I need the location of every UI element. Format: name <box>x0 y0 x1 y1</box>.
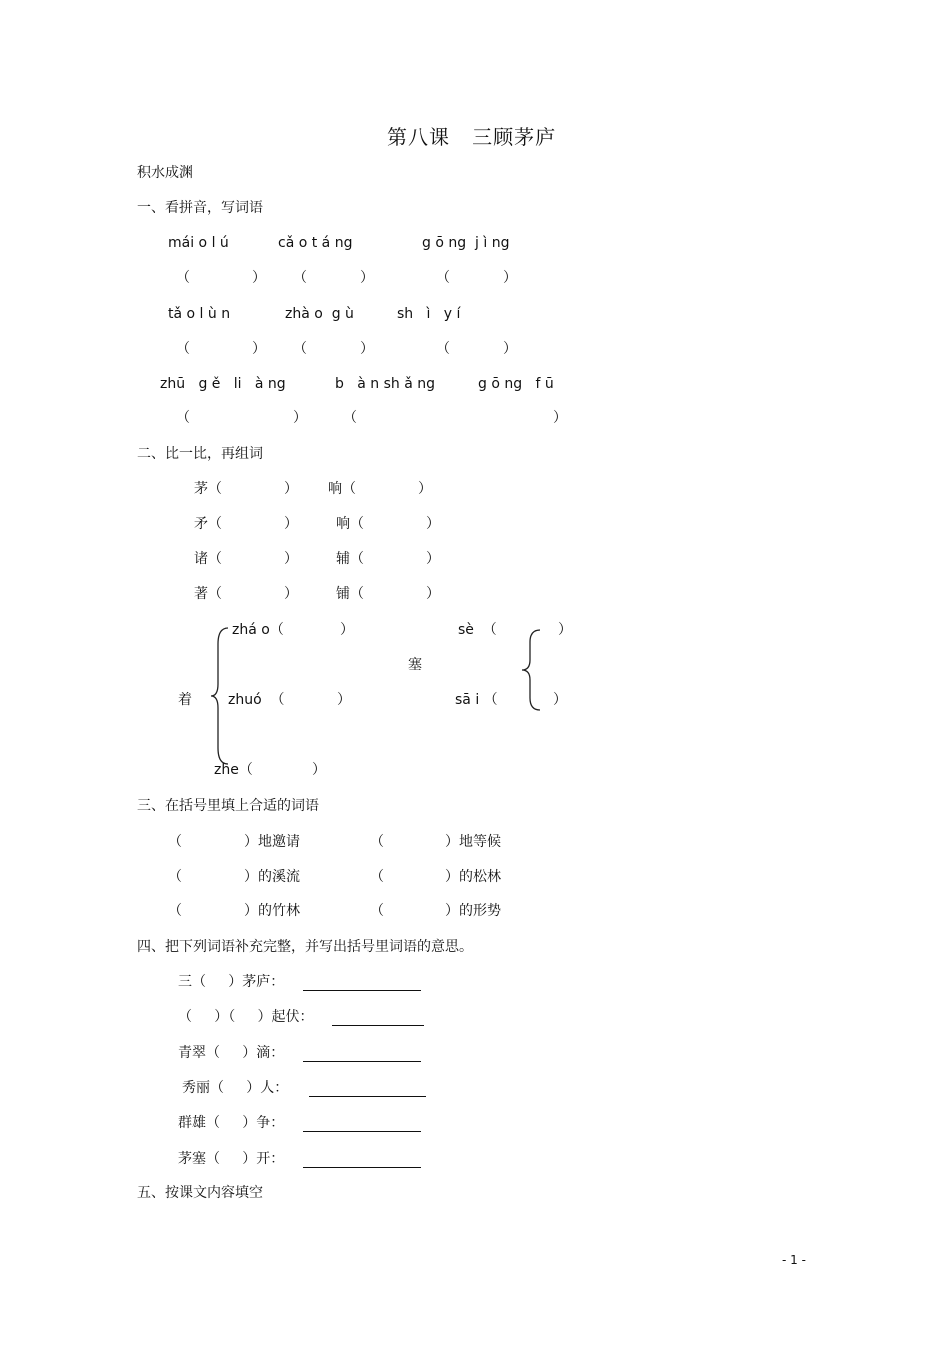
close-paren: ） <box>558 622 572 638</box>
char-pair-item: 矛（ <box>194 516 222 532</box>
close-paren: ） <box>340 622 354 638</box>
answer-line <box>303 1167 421 1168</box>
page-number: - 1 - <box>782 1253 806 1267</box>
close-paren: ） <box>426 516 440 532</box>
pinyin: cǎ o t á ng <box>278 235 353 251</box>
close-paren: ） <box>284 516 298 532</box>
pinyin: sh ì y í <box>397 306 461 322</box>
pinyin: g ō ng j ì ng <box>422 235 510 251</box>
section-label: 积水成渊 <box>137 165 193 181</box>
close-paren: ） <box>252 341 266 357</box>
polyphone-char: 塞 <box>408 657 422 673</box>
char-pair-item: 响（ <box>336 516 364 532</box>
polyphone-reading: sā i （ <box>455 692 498 708</box>
open-paren: （ <box>176 410 190 426</box>
close-paren: ） <box>426 586 440 602</box>
close-paren: ） <box>426 551 440 567</box>
page-title: 第八课 三顾茅庐 <box>387 125 557 149</box>
answer-line <box>303 1131 421 1132</box>
fill-item: ）地等候 <box>445 834 501 850</box>
idiom-item: 群雄（ ）争： <box>178 1115 285 1131</box>
close-paren: ） <box>360 270 374 286</box>
close-paren: ） <box>337 692 351 708</box>
open-paren: （ <box>168 869 182 885</box>
open-paren: （ <box>176 341 190 357</box>
answer-line <box>309 1096 426 1097</box>
pinyin: tǎ o l ù n <box>168 306 231 322</box>
char-pair-item: 响（ <box>328 481 356 497</box>
char-pair-item: 茅（ <box>194 481 222 497</box>
polyphone-char: 着 <box>178 692 192 708</box>
pinyin: b à n sh ǎ ng <box>335 376 435 392</box>
open-paren: （ <box>293 270 307 286</box>
q1-heading: 一、看拼音，写词语 <box>137 200 263 216</box>
polyphone-reading: zhá o（ <box>232 622 284 638</box>
close-paren: ） <box>293 410 307 426</box>
close-paren: ） <box>284 551 298 567</box>
pinyin: zhà o g ù <box>285 306 354 322</box>
answer-line <box>303 1061 421 1062</box>
char-pair-item: 著（ <box>194 586 222 602</box>
close-paren: ） <box>312 762 326 778</box>
close-paren: ） <box>284 481 298 497</box>
q5-heading: 五、按课文内容填空 <box>137 1185 263 1201</box>
fill-item: ）的溪流 <box>244 869 300 885</box>
close-paren: ） <box>503 270 517 286</box>
open-paren: （ <box>176 270 190 286</box>
open-paren: （ <box>436 270 450 286</box>
open-paren: （ <box>168 903 182 919</box>
fill-item: ）的竹林 <box>244 903 300 919</box>
open-paren: （ <box>370 903 384 919</box>
pinyin: g ō ng f ū <box>478 376 554 392</box>
left-brace <box>518 628 544 712</box>
q4-heading: 四、把下列词语补充完整，并写出括号里词语的意思。 <box>137 939 473 955</box>
close-paren: ） <box>553 410 567 426</box>
pinyin: mái o l ú <box>168 235 229 251</box>
close-paren: ） <box>284 586 298 602</box>
idiom-item: 茅塞（ ）开： <box>178 1151 285 1167</box>
close-paren: ） <box>503 341 517 357</box>
open-paren: （ <box>370 834 384 850</box>
open-paren: （ <box>370 869 384 885</box>
char-pair-item: 铺（ <box>336 586 364 602</box>
polyphone-reading: sè （ <box>458 622 497 638</box>
close-paren: ） <box>252 270 266 286</box>
close-paren: ） <box>360 341 374 357</box>
idiom-item: 青翠（ ）滴： <box>178 1045 285 1061</box>
fill-item: ）的松林 <box>445 869 501 885</box>
open-paren: （ <box>293 341 307 357</box>
fill-item: ）的形势 <box>445 903 501 919</box>
polyphone-reading: zhuó （ <box>228 692 285 708</box>
answer-line <box>303 990 421 991</box>
open-paren: （ <box>343 410 357 426</box>
idiom-item: 三（ ）茅庐： <box>178 974 285 990</box>
idiom-item: 秀丽（ ）人： <box>182 1080 289 1096</box>
idiom-item: （ ）（ ）起伏： <box>178 1009 314 1025</box>
close-paren: ） <box>553 692 567 708</box>
q2-heading: 二、比一比，再组词 <box>137 446 263 462</box>
fill-item: ）地邀请 <box>244 834 300 850</box>
open-paren: （ <box>436 341 450 357</box>
answer-line <box>332 1025 424 1026</box>
close-paren: ） <box>418 481 432 497</box>
polyphone-reading: zhe（ <box>214 762 253 778</box>
pinyin: zhū g ě li à ng <box>160 376 286 392</box>
open-paren: （ <box>168 834 182 850</box>
char-pair-item: 诸（ <box>194 551 222 567</box>
q3-heading: 三、在括号里填上合适的词语 <box>137 798 319 814</box>
char-pair-item: 辅（ <box>336 551 364 567</box>
